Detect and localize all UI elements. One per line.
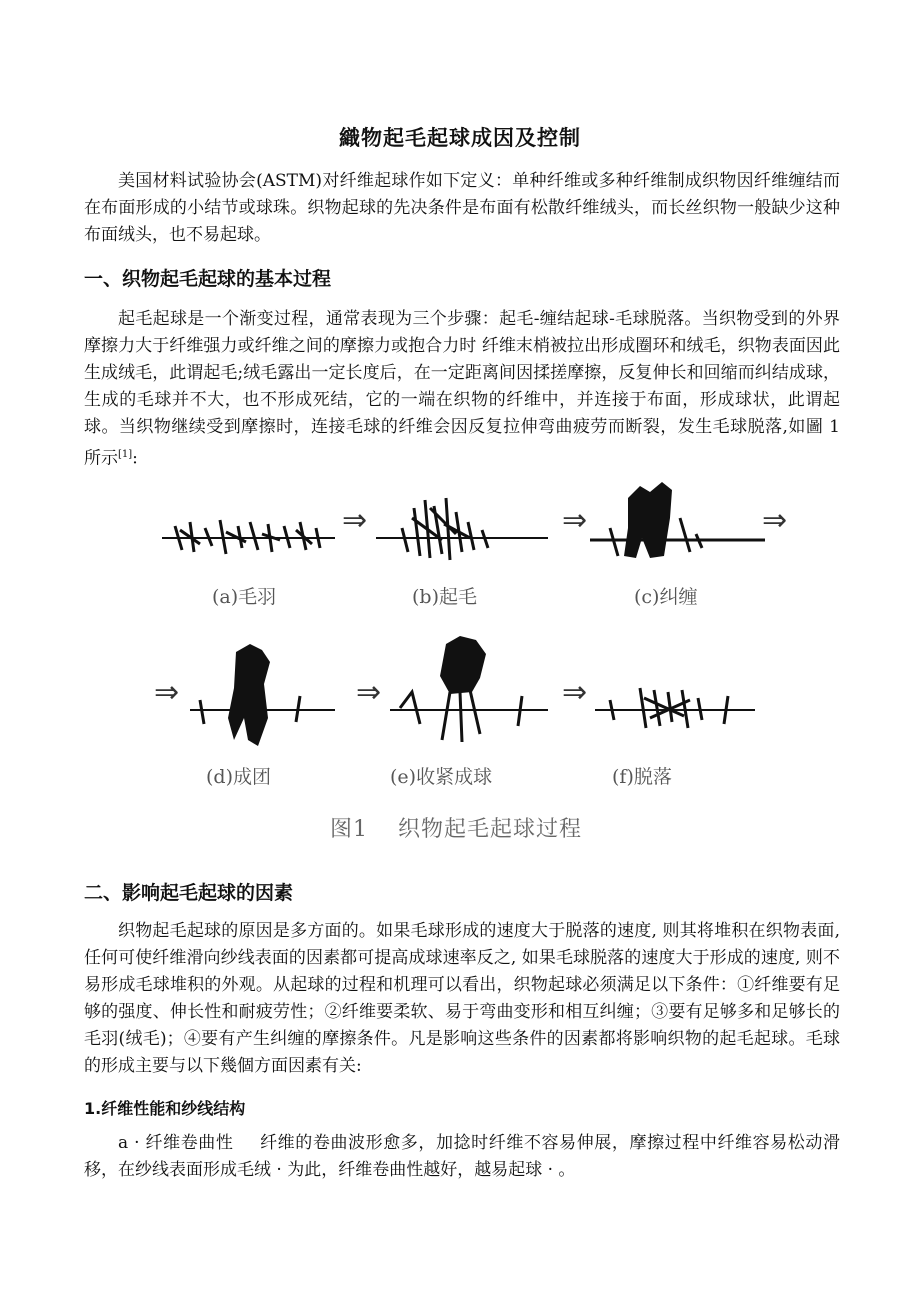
section2-text: 织物起毛起球的原因是多方面的。如果毛球形成的速度大于脱落的速度, 则其将堆积在织物表面, 任何可使纤维滑向纱线表面的因素都可提高成球速率反之, 如果毛球脱落的速度大于形成的速度, 则不易形成毛球堆积的外观。从起球的过程和机理可以看出，织物起球必须满足以下条件：①纤维要有足够的强度、伸长性和耐疲劳性；②纤维要柔软、易于弯曲变形和相互纠缠；③要有足够多和足够长的毛羽(绒毛)；④要有产生纠缠的摩擦条件。凡是影响这些条件的因素都将影响织物的起毛起球。毛球的形成主要与以下幾個方面因素有关:	[84, 921, 840, 1076]
section1-paragraph	[84, 306, 840, 473]
stage-label-e: (e)收紧成球	[390, 766, 493, 788]
arrow-a-b: ⇒	[342, 503, 368, 538]
stage-b-fibers	[402, 498, 488, 560]
section1-text: 起毛起球是一个渐变过程，通常表现为三个步骤：起毛-缠结起球-毛球脱落。当织物受到的外界摩擦力大于纤维强力或纤维之间的摩擦力或抱合力时 纤维末梢被拉出形成圈环和绒毛，织物表面因此生成绒毛，此谓起毛;绒毛露出一定长度后，在一定距离间因揉搓摩擦，反复伸长和回缩而纠结成球，生成的毛球并不大，也不形成死结，它的一端在织物的纤维中，并连接于布面，形成球状，此谓起球。当织物继续受到摩擦时，连接毛球的纤维会因反复拉伸弯曲疲劳而断裂，发生毛球脱落,如圖 1 所示	[84, 309, 840, 469]
stage-label-c: (c)纠缠	[634, 586, 698, 608]
arrow-into-d: ⇒	[154, 675, 180, 710]
intro-paragraph	[84, 168, 840, 249]
section2-paragraph	[84, 918, 840, 1080]
section1-heading: 一、织物起毛起球的基本过程	[84, 268, 332, 290]
fiber-crimp-paragraph	[84, 1130, 840, 1184]
arrow-c-d: ⇒	[762, 503, 788, 538]
stage-label-f: (f)脱落	[612, 766, 672, 788]
intro-text: 美国材料试验协会(ASTM)对纤维起球作如下定义：单种纤维或多种纤维制成织物因纤维缠结而在布面形成的小结节或球珠。织物起球的先决条件是布面有松散纤维绒头，而长丝织物一般缺少这种布面绒头，也不易起球。	[84, 171, 840, 245]
figure-drawing	[150, 478, 790, 808]
stage-e-fibers	[400, 636, 522, 742]
arrow-e-f: ⇒	[562, 675, 588, 710]
section1-text-end: :	[132, 448, 138, 469]
stage-d-fibers	[200, 644, 300, 746]
reference-marker: [1]	[118, 449, 133, 460]
stage-f-fibers	[610, 688, 728, 728]
subsection-heading: 1.纤维性能和纱线结构	[84, 1099, 246, 1118]
figure-caption-number: 图1	[330, 817, 368, 842]
arrow-d-e: ⇒	[356, 675, 382, 710]
stage-label-b: (b)起毛	[412, 586, 477, 608]
item-text: 纤维的卷曲波形愈多，加捻时纤维不容易伸展，摩擦过程中纤维容易松动滑移，在纱线表面形成毛绒 · 为此，纤维卷曲性越好，越易起球 · 。	[84, 1133, 840, 1180]
figure-1	[150, 478, 790, 848]
figure-caption	[330, 812, 582, 843]
stage-c-fibers	[610, 482, 702, 558]
item-label: a · 纤维卷曲性	[118, 1133, 234, 1153]
section2-heading: 二、影响起毛起球的因素	[84, 882, 294, 904]
stage-label-d: (d)成团	[206, 766, 271, 788]
stage-label-a: (a)毛羽	[212, 586, 277, 608]
document-title: 織物起毛起球成因及控制	[339, 126, 581, 150]
arrow-b-c: ⇒	[562, 503, 588, 538]
figure-caption-text: 织物起毛起球过程	[398, 817, 583, 842]
